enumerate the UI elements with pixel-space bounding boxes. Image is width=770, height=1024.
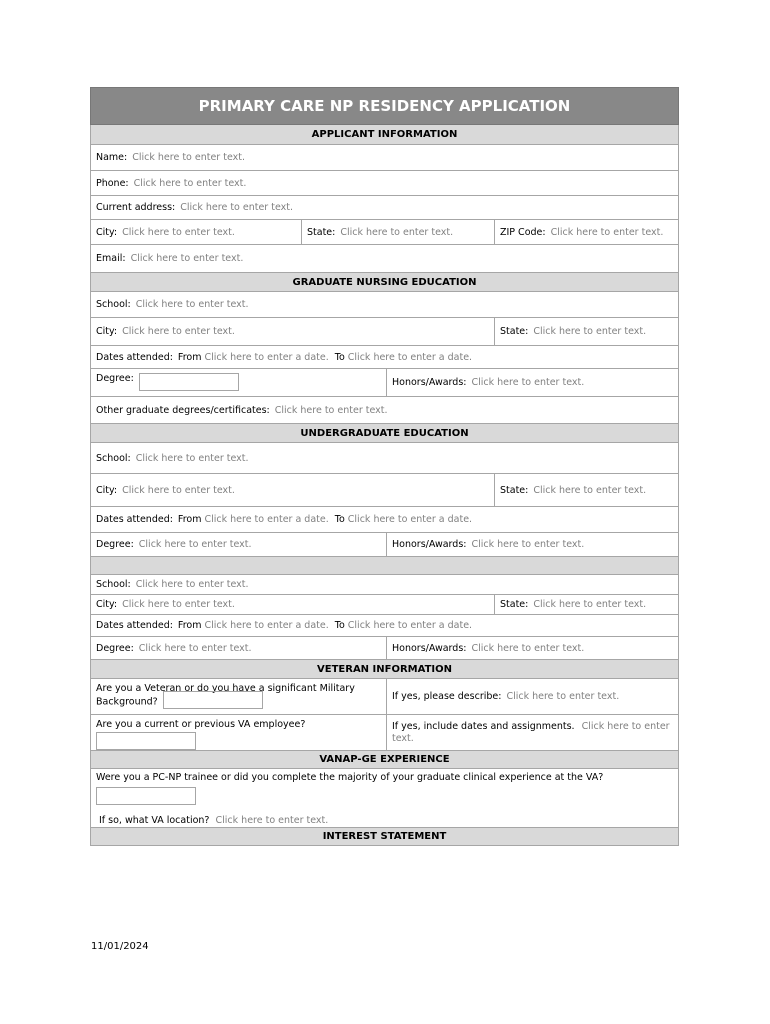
grad-other-row <box>90 397 679 424</box>
ug2-degree-label: Degree: <box>96 642 134 654</box>
ug-from-label: From <box>177 514 202 525</box>
veteran-q2-followup-placeholder[interactable]: Click here to enter text. <box>392 721 670 744</box>
veteran-q1-followup-placeholder[interactable]: Click here to enter text. <box>506 691 620 702</box>
grad-honors-field[interactable] <box>386 369 678 396</box>
veteran-q1-label: Are you a Veteran or do you have a significant Military Background? <box>96 683 355 708</box>
grad-state-label: State: <box>500 326 529 337</box>
veteran-q1-row <box>90 679 679 715</box>
ug2-honors-placeholder[interactable]: Click here to enter text. <box>471 642 585 654</box>
veteran-q2-row <box>90 715 679 751</box>
ug2-city-label: City: <box>96 599 118 610</box>
address-field[interactable] <box>91 196 678 219</box>
grad-degree-dropdown[interactable] <box>139 373 239 391</box>
veteran-q2-label: Are you a current or previous VA employee? <box>96 719 306 730</box>
ug2-to-label: To <box>334 620 345 631</box>
ug2-city-placeholder[interactable]: Click here to enter text. <box>122 599 235 610</box>
section-header-undergrad: UNDERGRADUATE EDUCATION <box>90 424 679 443</box>
phone-label: Phone: <box>96 177 129 189</box>
section-header-graduate: GRADUATE NURSING EDUCATION <box>90 273 679 292</box>
grad-state-placeholder[interactable]: Click here to enter text. <box>533 326 647 337</box>
grad-honors-label: Honors/Awards: <box>392 377 467 388</box>
section-header-applicant: APPLICANT INFORMATION <box>90 125 679 145</box>
ug-school-placeholder[interactable]: Click here to enter text. <box>135 452 249 464</box>
veteran-q1-followup-label: If yes, please describe: <box>392 691 502 702</box>
phone-row <box>90 171 679 196</box>
email-placeholder[interactable]: Click here to enter text. <box>130 253 244 264</box>
ug-dates-label: Dates attended: <box>96 514 173 525</box>
ug2-school-row <box>90 575 679 595</box>
grad-city-label: City: <box>96 326 118 337</box>
city-state-zip-row <box>90 220 679 245</box>
ug-degree-row <box>90 533 679 557</box>
name-label: Name: <box>96 152 128 163</box>
veteran-q2-dropdown[interactable] <box>96 732 196 750</box>
vanap-question: Were you a PC-NP trainee or did you complete the majority of your graduate clinical experience at the VA? <box>96 772 604 783</box>
name-row <box>90 145 679 171</box>
ug2-from-date-picker[interactable]: Click here to enter a date. <box>204 620 329 631</box>
application-form <box>90 87 679 846</box>
grad-city-field[interactable] <box>91 318 494 345</box>
ug2-honors-label: Honors/Awards: <box>392 642 467 654</box>
footer-date: 11/01/2024 <box>91 941 149 952</box>
ug-degree-label: Degree: <box>96 539 134 550</box>
address-row <box>90 196 679 220</box>
address-label: Current address: <box>96 202 176 213</box>
ug2-city-field[interactable] <box>91 595 494 614</box>
email-label: Email: <box>96 253 126 264</box>
state-label: State: <box>307 226 336 238</box>
zip-label: ZIP Code: <box>500 226 546 238</box>
grad-from-date-picker[interactable]: Click here to enter a date. <box>204 351 329 363</box>
ug-to-date-picker[interactable]: Click here to enter a date. <box>347 514 473 525</box>
address-placeholder[interactable]: Click here to enter text. <box>180 202 294 213</box>
section-header-veteran: VETERAN INFORMATION <box>90 660 679 679</box>
grad-degree-row <box>90 369 679 397</box>
ug2-school-field[interactable] <box>91 575 678 594</box>
grad-dates-label: Dates attended: <box>96 351 173 363</box>
veteran-q1-field <box>91 679 386 714</box>
vanap-dropdown[interactable] <box>96 787 196 805</box>
ug-degree-placeholder[interactable]: Click here to enter text. <box>138 539 252 550</box>
grad-dates-field <box>91 346 678 368</box>
ug-dates-row <box>90 507 679 533</box>
state-placeholder[interactable]: Click here to enter text. <box>340 226 454 238</box>
grad-honors-placeholder[interactable]: Click here to enter text. <box>471 377 585 388</box>
ug-state-label: State: <box>500 484 529 496</box>
veteran-q1-describe-field[interactable] <box>386 679 678 714</box>
grad-city-state-row <box>90 318 679 346</box>
ug-state-placeholder[interactable]: Click here to enter text. <box>533 484 647 496</box>
grad-dates-row <box>90 346 679 369</box>
vanap-location-placeholder[interactable]: Click here to enter text. <box>215 815 329 826</box>
grad-city-placeholder[interactable]: Click here to enter text. <box>122 326 235 337</box>
grad-from-label: From <box>177 351 202 363</box>
grad-other-placeholder[interactable]: Click here to enter text. <box>274 404 388 416</box>
grad-degree-field <box>91 369 386 396</box>
ug2-degree-row <box>90 637 679 660</box>
phone-field[interactable] <box>91 171 678 195</box>
phone-placeholder[interactable]: Click here to enter text. <box>133 177 247 189</box>
ug2-honors-field[interactable] <box>386 637 678 659</box>
vanap-field <box>91 769 678 827</box>
ug-honors-placeholder[interactable]: Click here to enter text. <box>471 539 585 550</box>
ug2-from-label: From <box>177 620 202 631</box>
grad-state-field[interactable] <box>494 318 678 345</box>
ug2-degree-field[interactable] <box>91 637 386 659</box>
grad-school-field[interactable] <box>91 292 678 317</box>
name-field[interactable] <box>91 145 678 170</box>
ug-city-placeholder[interactable]: Click here to enter text. <box>122 484 235 496</box>
ug-city-label: City: <box>96 484 118 496</box>
ug-city-state-row <box>90 474 679 507</box>
ug2-state-label: State: <box>500 599 529 610</box>
ug2-degree-placeholder[interactable]: Click here to enter text. <box>138 642 252 654</box>
veteran-q2-assignments-field[interactable] <box>386 715 678 750</box>
vanap-row <box>90 769 679 828</box>
ug-spacer-bar <box>90 557 679 575</box>
ug2-city-state-row <box>90 595 679 615</box>
email-field[interactable] <box>91 245 678 272</box>
vanap-location-label: If so, what VA location? <box>99 815 210 826</box>
grad-other-field[interactable] <box>91 397 678 423</box>
city-placeholder[interactable]: Click here to enter text. <box>122 226 235 238</box>
name-placeholder[interactable]: Click here to enter text. <box>132 152 246 163</box>
vanap-location-line <box>99 815 328 826</box>
ug-school-label: School: <box>96 452 131 464</box>
ug2-dates-row <box>90 615 679 637</box>
section-header-interest: INTEREST STATEMENT <box>90 828 679 846</box>
state-field[interactable] <box>301 220 494 244</box>
ug2-state-field[interactable] <box>494 595 678 614</box>
ug-city-field[interactable] <box>91 474 494 506</box>
grad-other-label: Other graduate degrees/certificates: <box>96 404 270 416</box>
grad-school-placeholder[interactable]: Click here to enter text. <box>135 299 249 310</box>
veteran-q1-dropdown[interactable] <box>163 691 263 709</box>
ug2-school-placeholder[interactable]: Click here to enter text. <box>135 579 249 590</box>
ug-honors-field[interactable] <box>386 533 678 556</box>
ug-honors-label: Honors/Awards: <box>392 539 467 550</box>
ug2-dates-field <box>91 615 678 636</box>
email-row <box>90 245 679 273</box>
city-field[interactable] <box>91 220 301 244</box>
ug-to-label: To <box>334 514 345 525</box>
veteran-q2-field <box>91 715 386 750</box>
section-header-vanap: VANAP-GE EXPERIENCE <box>90 751 679 769</box>
grad-school-row <box>90 292 679 318</box>
ug2-to-date-picker[interactable]: Click here to enter a date. <box>347 620 473 631</box>
ug2-school-label: School: <box>96 579 131 590</box>
grad-to-date-picker[interactable]: Click here to enter a date. <box>347 351 473 363</box>
veteran-q2-followup-label: If yes, include dates and assignments. <box>392 721 575 732</box>
city-label: City: <box>96 226 118 238</box>
ug-degree-field[interactable] <box>91 533 386 556</box>
zip-field[interactable] <box>494 220 678 244</box>
grad-degree-label: Degree: <box>96 373 134 384</box>
zip-placeholder[interactable]: Click here to enter text. <box>550 226 664 238</box>
ug-from-date-picker[interactable]: Click here to enter a date. <box>204 514 329 525</box>
ug2-state-placeholder[interactable]: Click here to enter text. <box>533 599 647 610</box>
ug-dates-field <box>91 507 678 532</box>
grad-to-label: To <box>334 351 345 363</box>
ug-state-field[interactable] <box>494 474 678 506</box>
grad-school-label: School: <box>96 299 131 310</box>
ug-school-row <box>90 443 679 474</box>
form-title: PRIMARY CARE NP RESIDENCY APPLICATION <box>90 87 679 125</box>
ug-school-field[interactable] <box>91 443 678 473</box>
ug2-dates-label: Dates attended: <box>96 620 173 631</box>
